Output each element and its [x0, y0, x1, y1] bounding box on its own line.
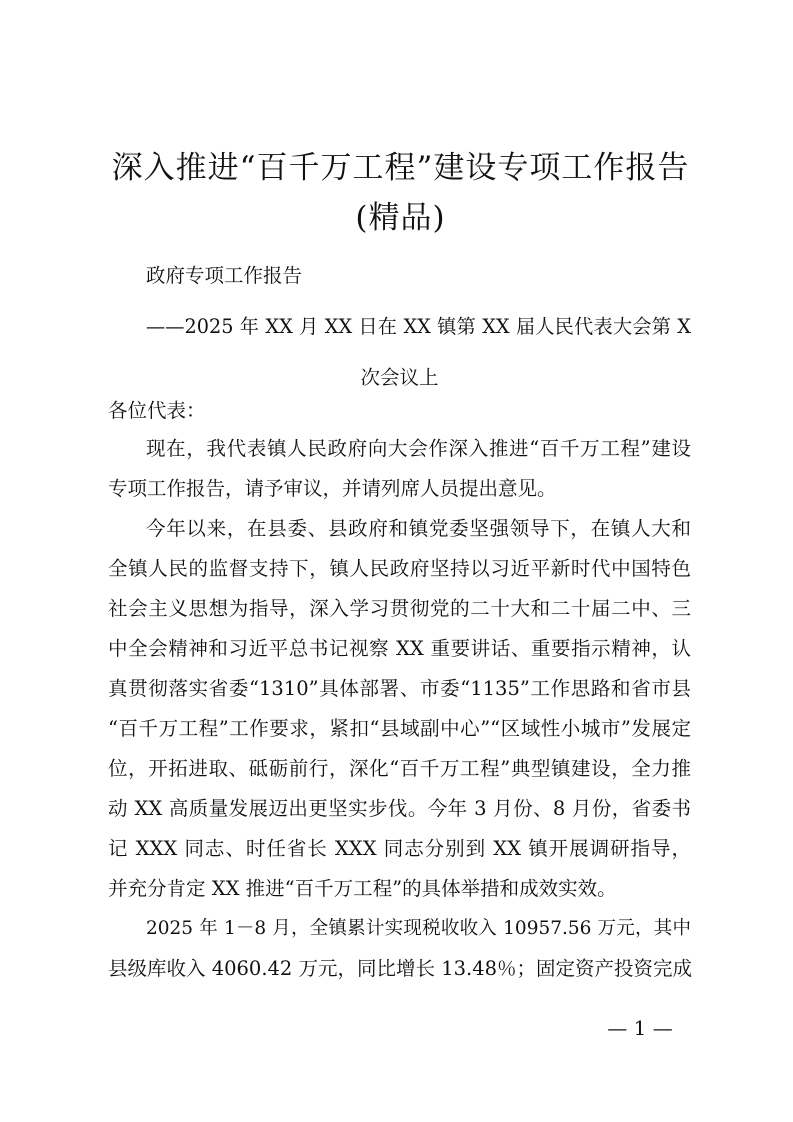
- paragraph-line: 并充分肯定 XX 推进“百千万工程”的具体举措和成效实效。: [108, 877, 617, 900]
- document-subtitle: 政府专项工作报告: [146, 264, 303, 287]
- meeting-info-line-2: 次会议上: [360, 366, 439, 389]
- paragraph-line: 位，开拓进取、砥砺前行，深化“百千万工程”典型镇建设，全力推: [108, 757, 691, 780]
- document-title-suffix: (精品): [355, 200, 446, 236]
- meeting-info-line-1: ——2025 年 XX 月 XX 日在 XX 镇第 XX 届人民代表大会第 X: [146, 315, 691, 338]
- paragraph-line: 记 XXX 同志、时任省长 XXX 同志分别到 XX 镇开展调研指导，: [108, 837, 691, 860]
- paragraph-line: 2025 年 1－8 月，全镇累计实现税收收入 10957.56 万元，其中: [146, 918, 691, 939]
- paragraph-line: 真贯彻落实省委“1310”具体部署、市委“1135”工作思路和省市县: [108, 677, 691, 700]
- page-number: — 1 —: [607, 1016, 673, 1040]
- paragraph-line: 现在，我代表镇人民政府向大会作深入推进“百千万工程”建设: [146, 437, 691, 460]
- paragraph-line: 专项工作报告，请予审议，并请列席人员提出意见。: [108, 477, 557, 500]
- paragraph-line: “百千万工程”工作要求，紧扣“县域副中心”“区域性小城市”发展定: [108, 717, 691, 740]
- document-title: 深入推进“百千万工程”建设专项工作报告: [111, 150, 690, 186]
- paragraph-line: 社会主义思想为指导，深入学习贯彻党的二十大和二十届二中、三: [108, 597, 691, 620]
- paragraph-line: 动 XX 高质量发展迈出更坚实步伐。今年 3 月份、8 月份，省委书: [108, 797, 691, 820]
- salutation: 各位代表：: [108, 399, 206, 422]
- paragraph-line: 县级库收入 4060.42 万元，同比增长 13.48％；固定资产投资完成: [108, 957, 693, 980]
- paragraph-line: 今年以来，在县委、县政府和镇党委坚强领导下，在镇人大和: [146, 517, 691, 540]
- paragraph-line: 中全会精神和习近平总书记视察 XX 重要讲话、重要指示精神，认: [108, 637, 691, 660]
- paragraph-line: 全镇人民的监督支持下，镇人民政府坚持以习近平新时代中国特色: [108, 557, 691, 580]
